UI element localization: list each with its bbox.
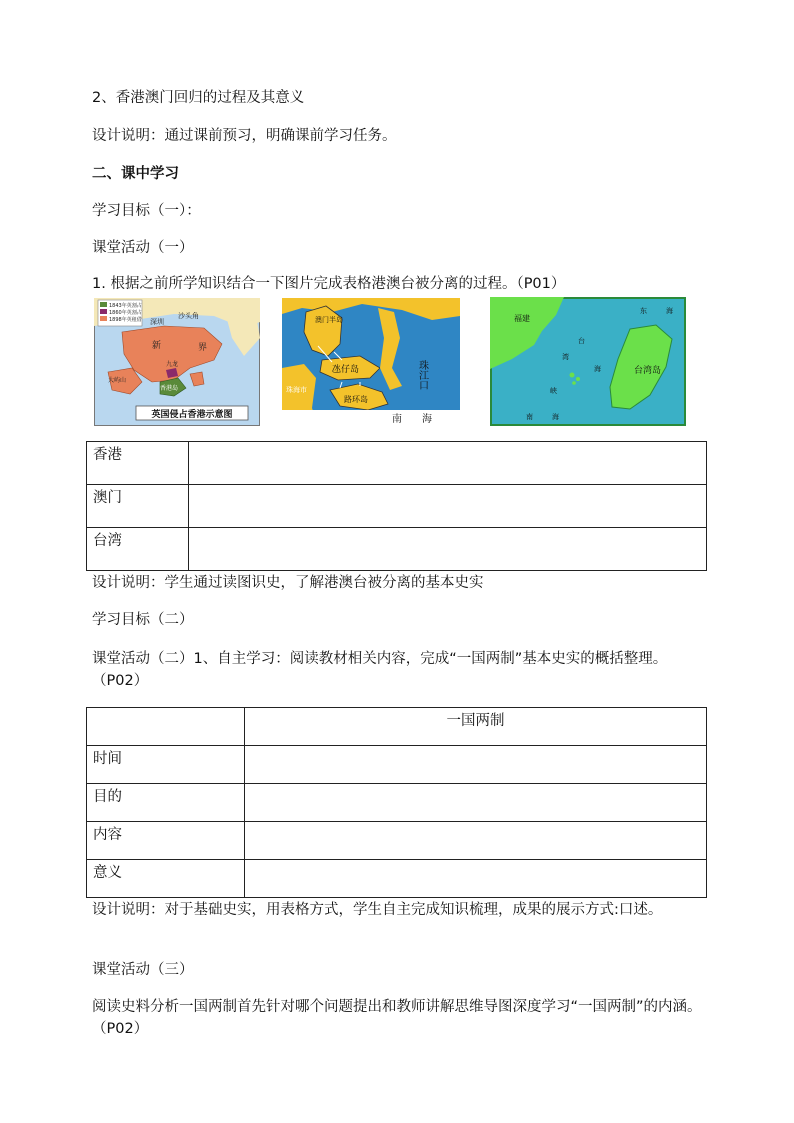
hk-map-caption: 英国侵占香港示意图	[151, 410, 233, 420]
row-label-time: 时间	[87, 746, 245, 784]
answer-cell-content[interactable]	[245, 822, 707, 860]
macau-label-hai: 海	[422, 414, 432, 425]
hk-label-shatoujiao: 沙头角	[178, 312, 199, 320]
answer-cell-hongkong[interactable]	[189, 442, 707, 485]
tw-label-sea-south: 海	[552, 413, 559, 421]
tw-label-wan: 湾	[562, 353, 569, 361]
row-label-significance: 意义	[87, 860, 245, 898]
tw-label-island: 台湾岛	[634, 366, 662, 376]
hk-label-xin: 新	[152, 341, 162, 351]
answer-cell-time[interactable]	[245, 746, 707, 784]
macau-map-image	[282, 298, 460, 426]
hk-legend-3: 1898年英租借	[109, 317, 142, 323]
answer-cell-macau[interactable]	[189, 485, 707, 528]
hk-label-hk-island: 香港岛	[160, 385, 179, 392]
section-title-in-class: 二、课中学习	[92, 166, 179, 182]
table-row	[87, 442, 707, 485]
hk-label-jie: 界	[198, 343, 208, 353]
tw-label-east: 东	[640, 307, 647, 315]
hong-kong-map-image	[94, 298, 260, 426]
one-country-two-systems-table	[86, 707, 707, 898]
design-note-3: 设计说明：对于基础史实，用表格方式，学生自主完成知识梳理，成果的展示方式:口述。	[92, 902, 663, 918]
macau-label-coloane: 路环岛	[344, 395, 368, 404]
table-row	[87, 746, 707, 784]
macau-label-pearl-river: 珠江口	[416, 360, 428, 390]
macau-label-zhuhai: 珠海市	[286, 386, 307, 394]
activity-3: 课堂活动（三）	[92, 962, 194, 978]
table-row	[87, 860, 707, 898]
activity-2: 课堂活动（二）1、自主学习：阅读教材相关内容，完成“一国两制”基本史实的概括整理。（P02）	[92, 651, 668, 689]
hk-legend-1: 1843年英割占	[109, 303, 142, 309]
table-row	[87, 528, 707, 571]
tw-label-tai: 台	[578, 337, 585, 345]
taiwan-map-image	[490, 297, 686, 426]
table-row	[87, 708, 707, 746]
table-row	[87, 784, 707, 822]
activity-1: 课堂活动（一）	[92, 240, 194, 256]
objective-1: 学习目标（一）：	[92, 203, 201, 219]
macau-label-peninsula: 澳门半岛	[315, 316, 343, 324]
hk-label-kowloon: 九龙	[166, 361, 179, 368]
table-row	[87, 485, 707, 528]
hk-label-shenzhen: 深圳	[150, 318, 164, 326]
table-row	[87, 822, 707, 860]
heading-hk-macau-return: 2、香港澳门回归的过程及其意义	[92, 90, 305, 106]
tw-label-sea-east: 海	[666, 307, 673, 315]
design-note-2: 设计说明：学生通过读图识史，了解港澳台被分离的基本史实	[92, 575, 484, 591]
tw-label-xia: 峡	[550, 387, 557, 395]
answer-cell-taiwan[interactable]	[189, 528, 707, 571]
table-header-one-country-two-systems: 一国两制	[245, 708, 707, 746]
tw-label-south: 南	[526, 413, 533, 421]
row-label-hongkong: 香港	[87, 442, 189, 485]
row-label-macau: 澳门	[87, 485, 189, 528]
activity-3-task: 阅读史料分析一国两制首先针对哪个问题提出和教师讲解思维导图深度学习“一国两制”的内涵。（P02）	[92, 999, 702, 1037]
hk-label-lantau: 大屿山	[108, 377, 127, 384]
tw-label-fujian: 福建	[514, 314, 530, 323]
answer-cell-purpose[interactable]	[245, 784, 707, 822]
design-note-1: 设计说明：通过课前预习，明确课前学习任务。	[92, 128, 397, 144]
separation-table	[86, 441, 707, 571]
row-label-purpose: 目的	[87, 784, 245, 822]
row-label-taiwan: 台湾	[87, 528, 189, 571]
tw-label-hai-strait: 海	[594, 365, 601, 373]
macau-label-nan: 南	[392, 414, 402, 425]
activity-1-task: 1. 根据之前所学知识结合一下图片完成表格港澳台被分离的过程。（P01）	[92, 276, 566, 292]
hk-legend-2: 1860年英割占	[109, 310, 142, 316]
row-label-content: 内容	[87, 822, 245, 860]
answer-cell-significance[interactable]	[245, 860, 707, 898]
macau-label-taipa: 氹仔岛	[332, 365, 360, 375]
objective-2: 学习目标（二）	[92, 612, 194, 628]
